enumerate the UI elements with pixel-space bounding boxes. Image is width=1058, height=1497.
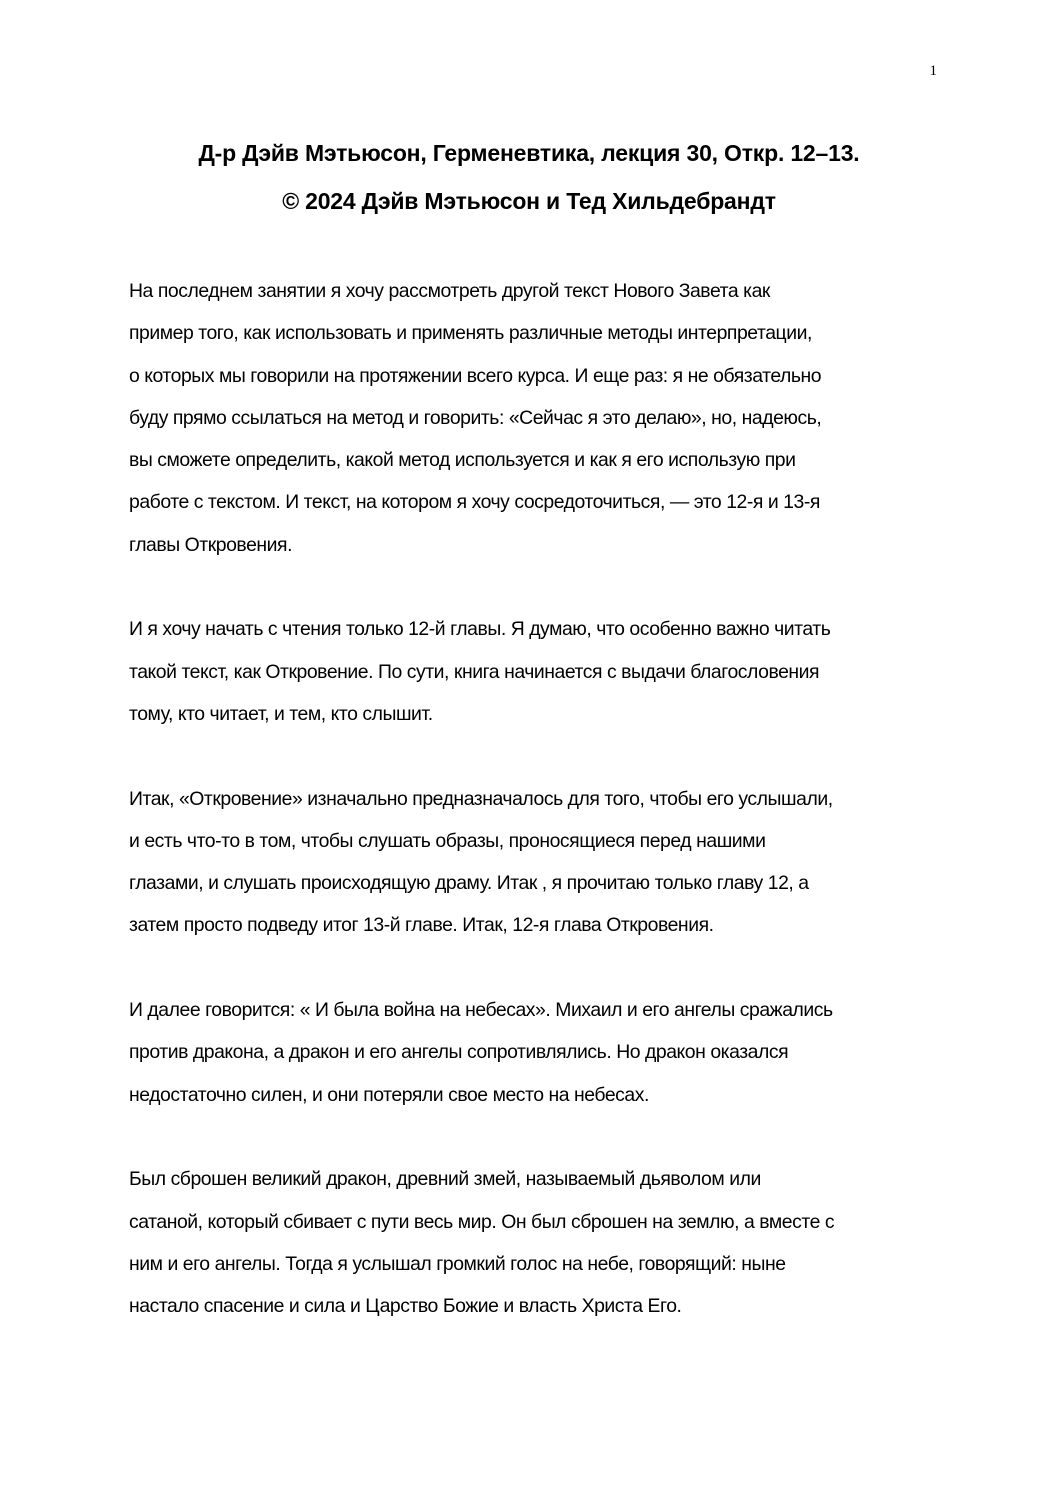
paragraph-2 [129,608,949,735]
text-line: сатаной, который сбивает с пути весь мир. Он был сброшен на землю, а вместе с [129,1210,835,1233]
paragraph-1 [129,270,949,566]
text-line: глазами, и слушать происходящую драму. Итак , я прочитаю только главу 12, а [129,872,809,895]
paragraph-4 [129,989,949,1116]
text-line: недостаточно силен, и они потеряли свое место на небесах. [129,1083,649,1106]
text-line: вы сможете определить, какой метод используется и как я его использую при [129,449,796,472]
text-line: И я хочу начать с чтения только 12-й главы. Я думаю, что особенно важно читать [129,618,831,641]
title-line-2: © 2024 Дэйв Мэтьюсон и Тед Хильдебрандт [282,188,776,214]
text-line: ним и его ангелы. Тогда я услышал громкий голос на небе, говорящий: ныне [129,1252,786,1275]
text-line: На последнем занятии я хочу рассмотреть другой текст Нового Завета как [129,280,770,302]
text-line: затем просто подведу итог 13-й главе. Итак, 12-я глава Откровения. [129,914,714,937]
text-line: такой текст, как Откровение. По сути, книга начинается с выдачи благословения [129,660,820,683]
text-line: буду прямо ссылаться на метод и говорить: «Сейчас я это делаю», но, надеюсь, [129,406,822,429]
page-number: 1 [929,63,937,79]
text-line: о которых мы говорили на протяжении всего курса. И еще раз: я не обязательно [129,364,822,387]
title-line-1: Д-р Дэйв Мэтьюсон, Герменевтика, лекция 30, Откр. 12–13. [198,140,860,166]
text-line: настало спасение и сила и Царство Божие и власть Христа Его. [129,1295,682,1318]
text-line: тому, кто читает, и тем, кто слышит. [129,702,433,725]
text-line: и есть что-то в том, чтобы слушать образы, проносящиеся перед нашими [129,829,766,852]
text-line: И далее говорится: « И была война на небесах». Михаил и его ангелы сражались [129,999,833,1022]
document-title [0,129,1058,225]
document-body [129,270,949,1370]
text-line: главы Откровения. [129,533,293,556]
text-line: работе с текстом. И текст, на котором я хочу сосредоточиться, — это 12-я и 13-я [129,491,820,514]
text-line: пример того, как использовать и применять различные методы интерпретации, [129,322,812,345]
text-line: Был сброшен великий дракон, древний змей, называемый дьяволом или [129,1168,761,1191]
paragraph-5 [129,1158,949,1327]
text-line: против дракона, а дракон и его ангелы сопротивлялись. Но дракон оказался [129,1041,789,1064]
paragraph-3 [129,778,949,947]
text-line: Итак, «Откровение» изначально предназначалось для того, чтобы его услышали, [129,787,833,810]
